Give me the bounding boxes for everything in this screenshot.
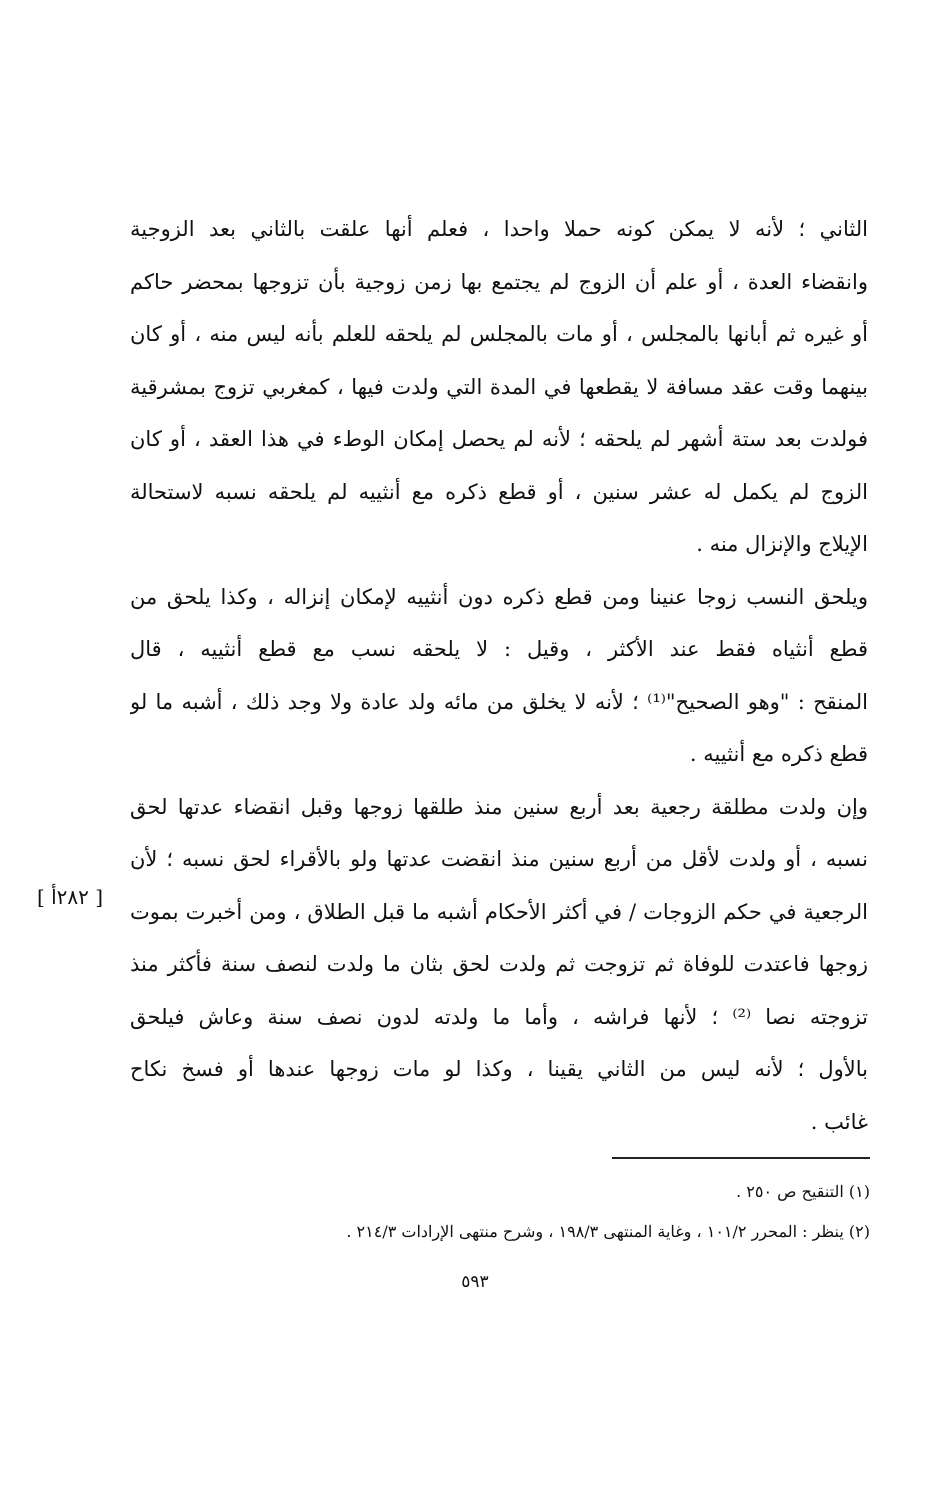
text-line: نسبه ، أو ولدت لأقل من أربع سنين منذ انقضت عدتها ولو بالأقراء لحق نسبه ؛ لأن [130,847,868,871]
text-line: تزوجته نصا ⁽²⁾ ؛ لأنها فراشه ، وأما ما ولدته لدون نصف سنة وعاش فيلحق [130,1004,868,1029]
text-line: وإن ولدت مطلقة رجعية بعد أربع سنين منذ طلقها زوجها وقبل انقضاء عدتها لحق [130,794,868,819]
text-line: قطع ذكره مع أنثييه . [689,742,868,766]
text-line: الرجعية في حكم الزوجات / في أكثر الأحكام أشبه ما قبل الطلاق ، ومن أخبرت بموت [130,899,868,924]
manuscript-folio-marker: [ ٢٨٢أ ] [36,885,104,909]
text-line: زوجها فاعتدت للوفاة ثم تزوجت ثم ولدت لحق بثان ما ولدت لنصف سنة فأكثر منذ [130,952,868,976]
footnote-separator [612,1157,870,1159]
footnotes [130,1172,870,1252]
footnote-1: (١) التنقيح ص ٢٥٠ . [736,1182,870,1201]
text-line: بالأول ؛ لأنه ليس من الثاني يقينا ، وكذا لو مات زوجها عندها أو فسخ نكاح [130,1057,868,1081]
body-text [130,203,868,1148]
text-line: الإيلاج والإنزال منه . [696,532,868,556]
text-line: ويلحق النسب زوجا عنينا ومن قطع ذكره دون أنثييه لإمكان إنزاله ، وكذا يلحق من [130,584,868,609]
page-number: ٥٩٣ [461,1272,489,1292]
text-line: المنقح : "وهو الصحيح"⁽¹⁾ ؛ لأنه لا يخلق من مائه ولد عادة ولا وجد ذلك ، أشبه ما لو [130,689,868,714]
text-line: فولدت بعد ستة أشهر لم يلحقه ؛ لأنه لم يحصل إمكان الوطء في هذا العقد ، أو كان [130,427,868,451]
text-line: الزوج لم يكمل له عشر سنين ، أو قطع ذكره مع أنثييه لم يلحقه نسبه لاستحالة [130,479,868,504]
text-line: الثاني ؛ لأنه لا يمكن كونه حملا واحدا ، فعلم أنها علقت بالثاني بعد الزوجية [130,217,868,241]
text-line: أو غيره ثم أبانها بالمجلس ، أو مات بالمجلس لم يلحقه للعلم بأنه ليس منه ، أو كان [130,322,868,346]
footnote-2: (٢) ينظر : المحرر ١٠١/٢ ، وغاية المنتهى ١٩٨/٣ ، وشرح منتهى الإرادات ٢١٤/٣ . [346,1222,870,1241]
text-line: بينهما وقت عقد مسافة لا يقطعها في المدة التي ولدت فيها ، كمغربي تزوج بمشرقية [130,374,868,399]
text-line: قطع أنثياه فقط عند الأكثر ، وقيل : لا يلحقه نسب مع قطع أنثييه ، قال [130,637,868,661]
text-line: وانقضاء العدة ، أو علم أن الزوج لم يجتمع بها زمن زوجية بأن تزوجها بمحضر حاكم [130,269,868,294]
text-line: غائب . [810,1109,868,1134]
